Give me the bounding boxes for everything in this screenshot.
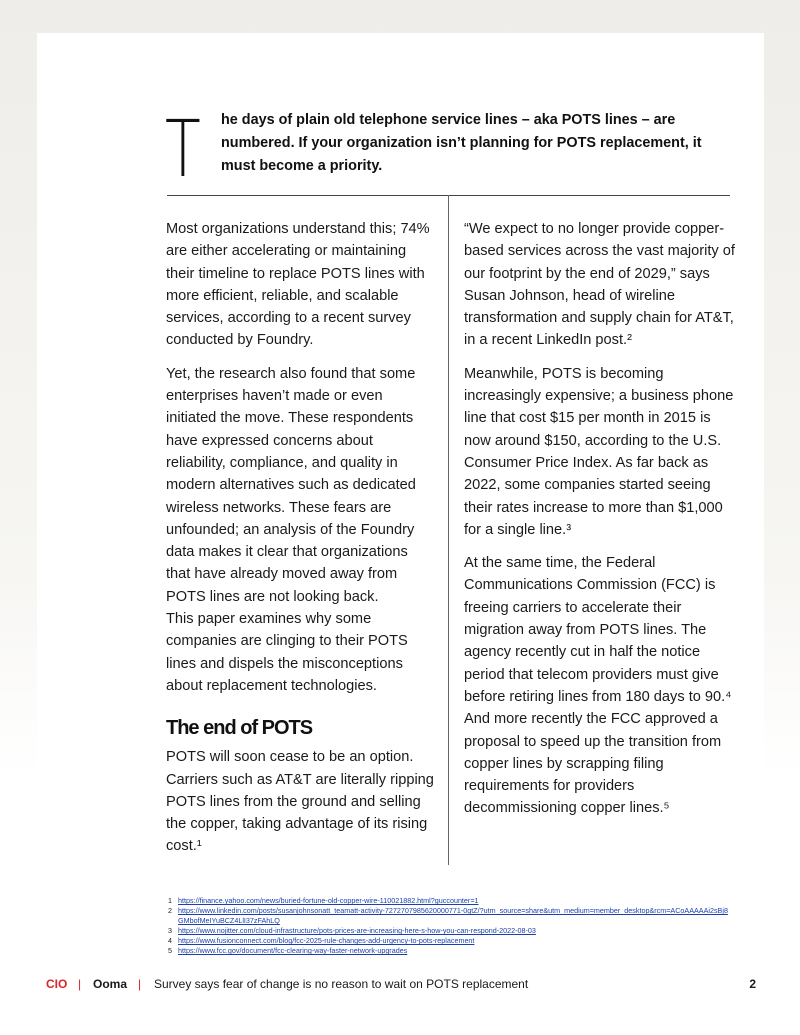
body-paragraph: Yet, the research also found that some enterprises haven’t made or even initiated the move. These respondents have expressed concerns about reliability, compliance, and quality in modern alternatives such as dedicated wireless networks. These fears are unfounded; an analysis of the Foundry data makes it clear that organizations that have already moved away from POTS lines are not looking back. bbox=[166, 365, 416, 605]
document-page bbox=[37, 33, 764, 1035]
body-paragraph: POTS will soon cease to be an option. Carriers such as AT&T are literally ripping POTS lines from the ground and selling the copper, taking advantage of its rising cost.¹ bbox=[166, 749, 434, 855]
body-paragraph: “We expect to no longer provide copper-based services across the vast majority of our footprint by the end of 2029,” says Susan Johnson, head of wireline transformation and supply chain for AT&T, in a recent LinkedIn post.² bbox=[464, 221, 735, 349]
footnotes bbox=[168, 896, 728, 956]
right-column bbox=[464, 218, 736, 831]
footer-separator: | bbox=[138, 977, 142, 991]
page-number: 2 bbox=[749, 977, 756, 991]
footnote-link[interactable]: https://www.nojitter.com/cloud-infrastructure/pots-prices-are-increasing-here-s-how-you-can-respond-2022-08-03 bbox=[178, 926, 536, 935]
footer-separator: | bbox=[78, 977, 82, 991]
cio-logo: CIO bbox=[46, 977, 68, 991]
footnote-link[interactable]: https://www.fcc.gov/document/fcc-clearing-way-faster-network-upgrades bbox=[178, 946, 408, 955]
footnote-item bbox=[168, 946, 728, 956]
ooma-logo: Ooma bbox=[93, 977, 128, 991]
footnote-link[interactable]: https://www.fusionconnect.com/blog/fcc-2025-rule-changes-add-urgency-to-pots-replacement bbox=[178, 936, 475, 945]
body-paragraph: Most organizations understand this; 74% are either accelerating or maintaining their timeline to replace POTS lines with more efficient, reliable, and scalable services, according to a recent survey conducted by Foundry. bbox=[166, 221, 430, 349]
column-divider bbox=[448, 195, 449, 865]
footer-title: Survey says fear of change is no reason to wait on POTS replacement bbox=[154, 977, 529, 991]
lead-paragraph: he days of plain old telephone service lines – aka POTS lines – are numbered. If your organization isn’t planning for POTS replacement, it must become a priority. bbox=[221, 112, 702, 174]
body-paragraph: This paper examines why some companies are clinging to their POTS lines and dispels the misconceptions about replacement technologies. bbox=[166, 611, 408, 694]
body-paragraph: Meanwhile, POTS is becoming increasingly expensive; a business phone line that cost $15 per month in 2015 is now around $150, according to the U.S. Consumer Price Index. As far back as 2022, some companies started seeing their rates increase to more than $1,000 for a single line.³ bbox=[464, 365, 734, 538]
footnote-number: 4 bbox=[168, 936, 172, 945]
footnote-number: 1 bbox=[168, 896, 172, 905]
left-column bbox=[166, 218, 434, 869]
footnote-link[interactable]: https://finance.yahoo.com/news/buried-fortune-old-copper-wire-110021882.html?guccounter=1 bbox=[178, 896, 479, 905]
page-footer bbox=[46, 976, 756, 992]
footnote-number: 5 bbox=[168, 946, 172, 955]
footnote-number: 3 bbox=[168, 926, 172, 935]
footnote-item bbox=[168, 896, 728, 906]
drop-cap: T bbox=[165, 105, 201, 195]
footnote-number: 2 bbox=[168, 906, 172, 915]
body-paragraph: At the same time, the Federal Communications Commission (FCC) is freeing carriers to accelerate their migration away from POTS lines. The agency recently cut in half the notice period that telecom providers must give before retiring lines from 180 days to 90.⁴ And more recently the FCC approved a proposal to speed up the transition from copper lines by scrapping filing requirements for providers decommissioning copper lines.⁵ bbox=[464, 555, 732, 817]
footnote-item bbox=[168, 926, 728, 936]
footnote-item bbox=[168, 906, 728, 926]
section-heading: The end of POTS bbox=[166, 717, 313, 740]
footnote-item bbox=[168, 936, 728, 946]
footnote-link[interactable]: https://www.linkedin.com/posts/susanjohnsonatt_teamatt-activity-7272707985620000771-0gtZ/?utm_source=share&utm_medium=member_desktop&rcm=ACoAAAAAi2sBj8GMbofMeIYuBCZ4LlI37zFAhLQ bbox=[178, 906, 728, 925]
